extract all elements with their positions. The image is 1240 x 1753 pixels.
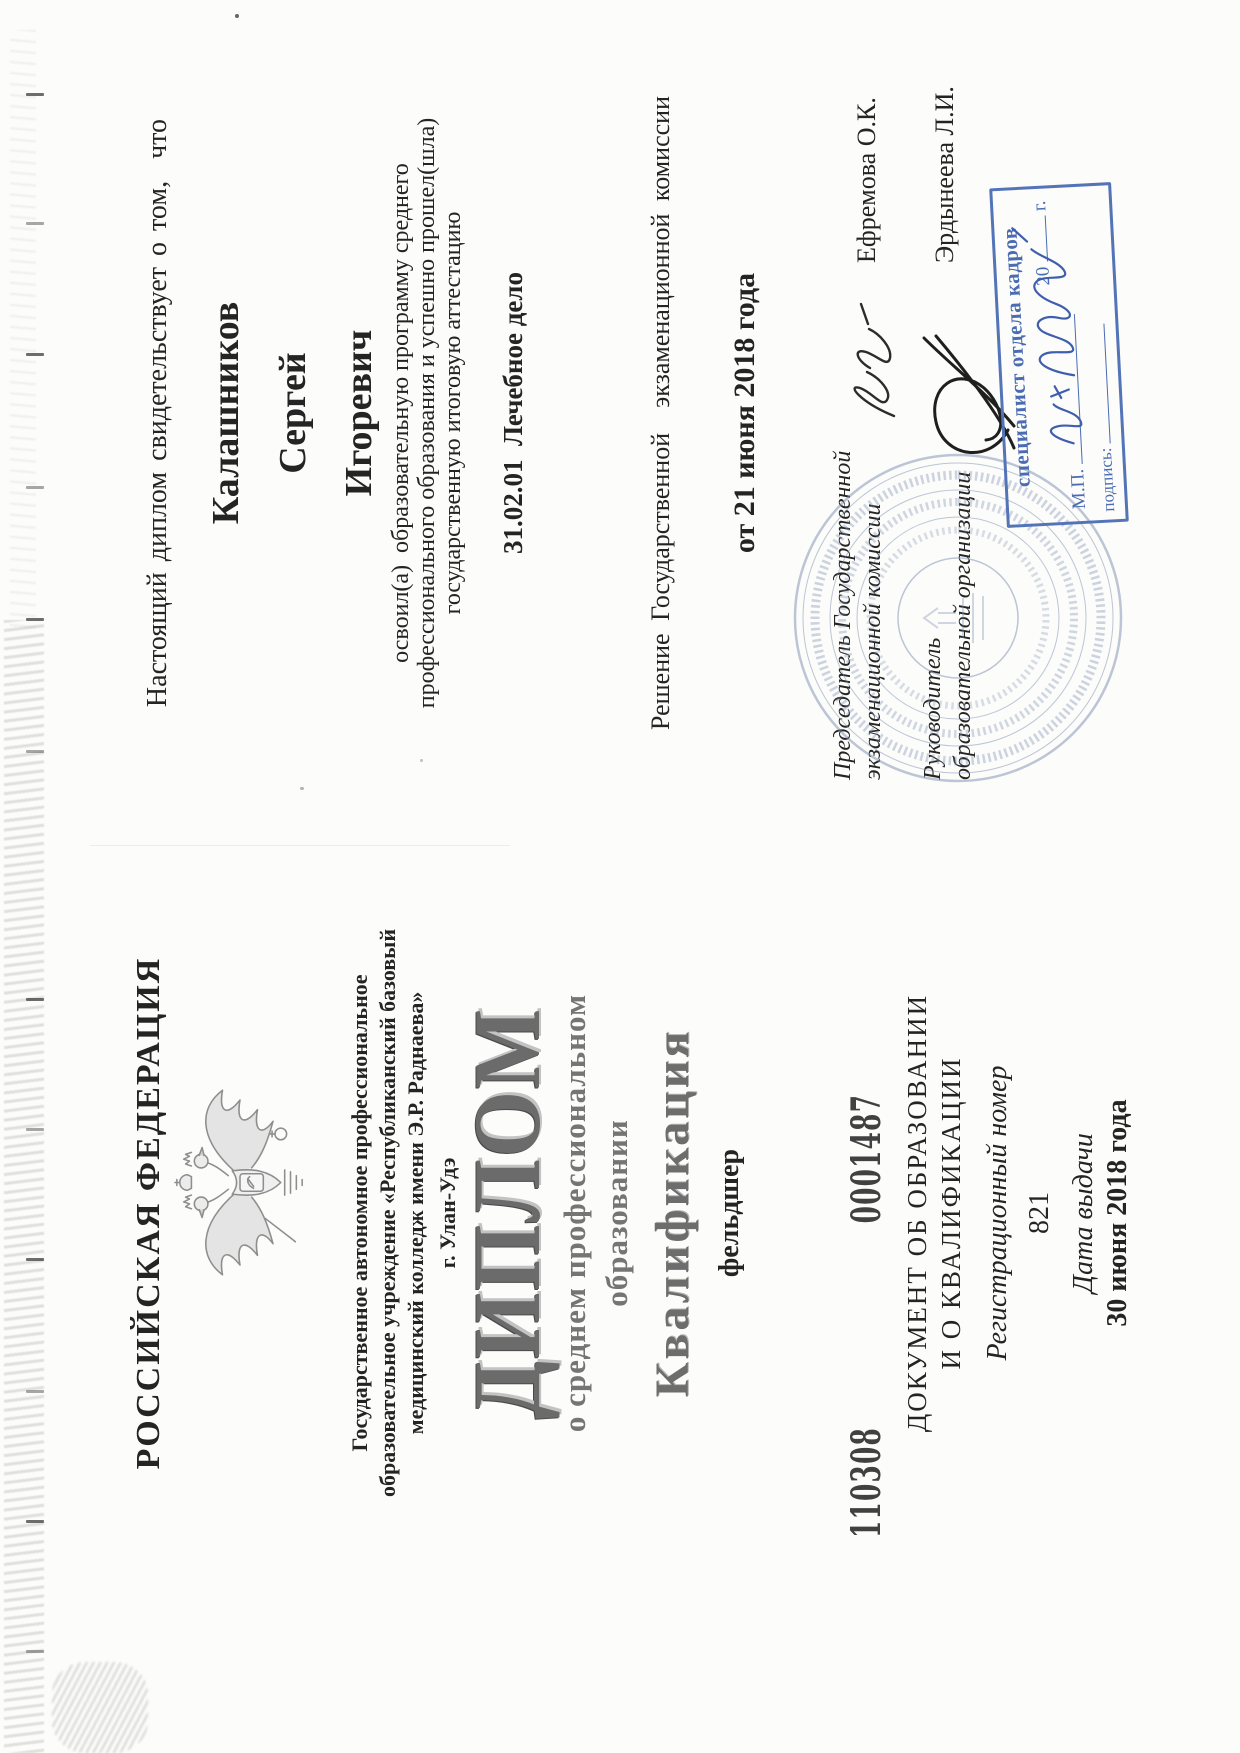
head-label-line: Руководитель	[920, 637, 946, 780]
program-line: профессионального образования и успешно прошел(шла)	[414, 117, 440, 709]
program-line: государственную итоговую аттестацию	[440, 211, 466, 615]
document-kind-line: И О КВАЛИФИКАЦИИ	[936, 1056, 966, 1370]
torn-paper-edge	[4, 620, 44, 1753]
scan-speck	[235, 14, 239, 18]
coat-of-arms-eagle-icon	[172, 1071, 342, 1296]
fold-mark	[26, 998, 44, 1001]
head-label-line: образовательной организации	[950, 471, 976, 780]
commission-decision-date: от 21 июня 2018 года	[728, 272, 761, 554]
fold-mark	[26, 93, 44, 96]
program-line: освоил(а) образовательную программу среднего	[388, 163, 414, 663]
institution-city: г. Улан-Удэ	[435, 1157, 460, 1269]
institution-line: Государственное автономное профессиональное	[347, 974, 372, 1452]
qualification-value: фельдшер	[714, 1148, 745, 1278]
blank-series: 110308	[843, 1426, 890, 1538]
chairman-signature	[838, 298, 908, 428]
fold-mark	[26, 1650, 44, 1653]
issue-date-label: Дата выдачи	[1068, 1133, 1099, 1293]
country-title: РОССИЙСКАЯ ФЕДЕРАЦИЯ	[130, 956, 167, 1470]
diploma-subtitle-line: о среднем профессиональном	[557, 993, 592, 1433]
registration-number-value: 821	[1024, 1192, 1055, 1234]
institution-line: образовательное учреждение «Республиканский базовый	[375, 928, 400, 1498]
statement-line: Настоящий диплом свидетельствует о том, что	[142, 118, 173, 708]
hr-department-stamp	[989, 182, 1129, 528]
head-name: Эрдынеева Л.И.	[930, 86, 959, 263]
scan-speck	[300, 787, 304, 790]
scan-speck	[420, 759, 423, 762]
blank-series-number	[843, 773, 890, 1753]
fold-mark	[26, 486, 44, 489]
diploma-award-page	[0, 0, 1240, 853]
stamp-mp-label: М.П.	[1067, 468, 1091, 510]
fold-mark	[26, 353, 44, 356]
specialty-line: 31.02.01 Лечебное дело	[498, 271, 528, 555]
fold-mark	[26, 1128, 44, 1131]
fold-mark	[26, 1258, 44, 1261]
fold-mark	[26, 1520, 44, 1523]
torn-paper-edge	[10, 30, 36, 630]
chairman-name: Ефремова О.К.	[852, 97, 881, 263]
commission-decision-line: Решение Государственной экзаменационной комиссии	[646, 96, 675, 730]
stamp-handwritten-signature	[982, 210, 1115, 466]
holder-first-name: Сергей	[272, 352, 314, 474]
registration-number-label: Регистрационный номер	[982, 1065, 1013, 1361]
holder-middle-name: Игоревич	[338, 329, 380, 497]
institution-line: медицинский колледж имени Э.Р. Раднаева»	[403, 991, 428, 1435]
stamp-title: специалист отдела кадров	[997, 226, 1035, 488]
blank-number: 0001487	[843, 1093, 890, 1224]
fold-mark	[26, 1390, 44, 1393]
document-kind-line: ДОКУМЕНТ ОБ ОБРАЗОВАНИИ	[902, 993, 932, 1433]
page-gap-shadow	[90, 845, 510, 846]
fold-mark	[26, 618, 44, 621]
issue-date-value: 30 июня 2018 года	[1102, 1099, 1133, 1327]
holder-last-name: Калашников	[205, 301, 247, 525]
diploma-word-text: ДИПЛОМ	[455, 1006, 561, 1420]
fold-mark	[26, 750, 44, 753]
stamp-year-prefix: 20	[1032, 266, 1055, 287]
chairman-label-line: экзаменационной комиссии	[860, 503, 886, 780]
scan-smudge	[52, 1662, 148, 1753]
fold-mark	[26, 222, 44, 225]
stamp-year-suffix: г.	[1028, 200, 1051, 212]
chairman-label-line: Председатель Государственной	[830, 450, 856, 780]
qualification-heading: Квалификация	[646, 1028, 699, 1398]
diploma-subtitle-line: образовании	[599, 1119, 634, 1307]
stamp-signature-label: подпись:	[1095, 447, 1119, 513]
